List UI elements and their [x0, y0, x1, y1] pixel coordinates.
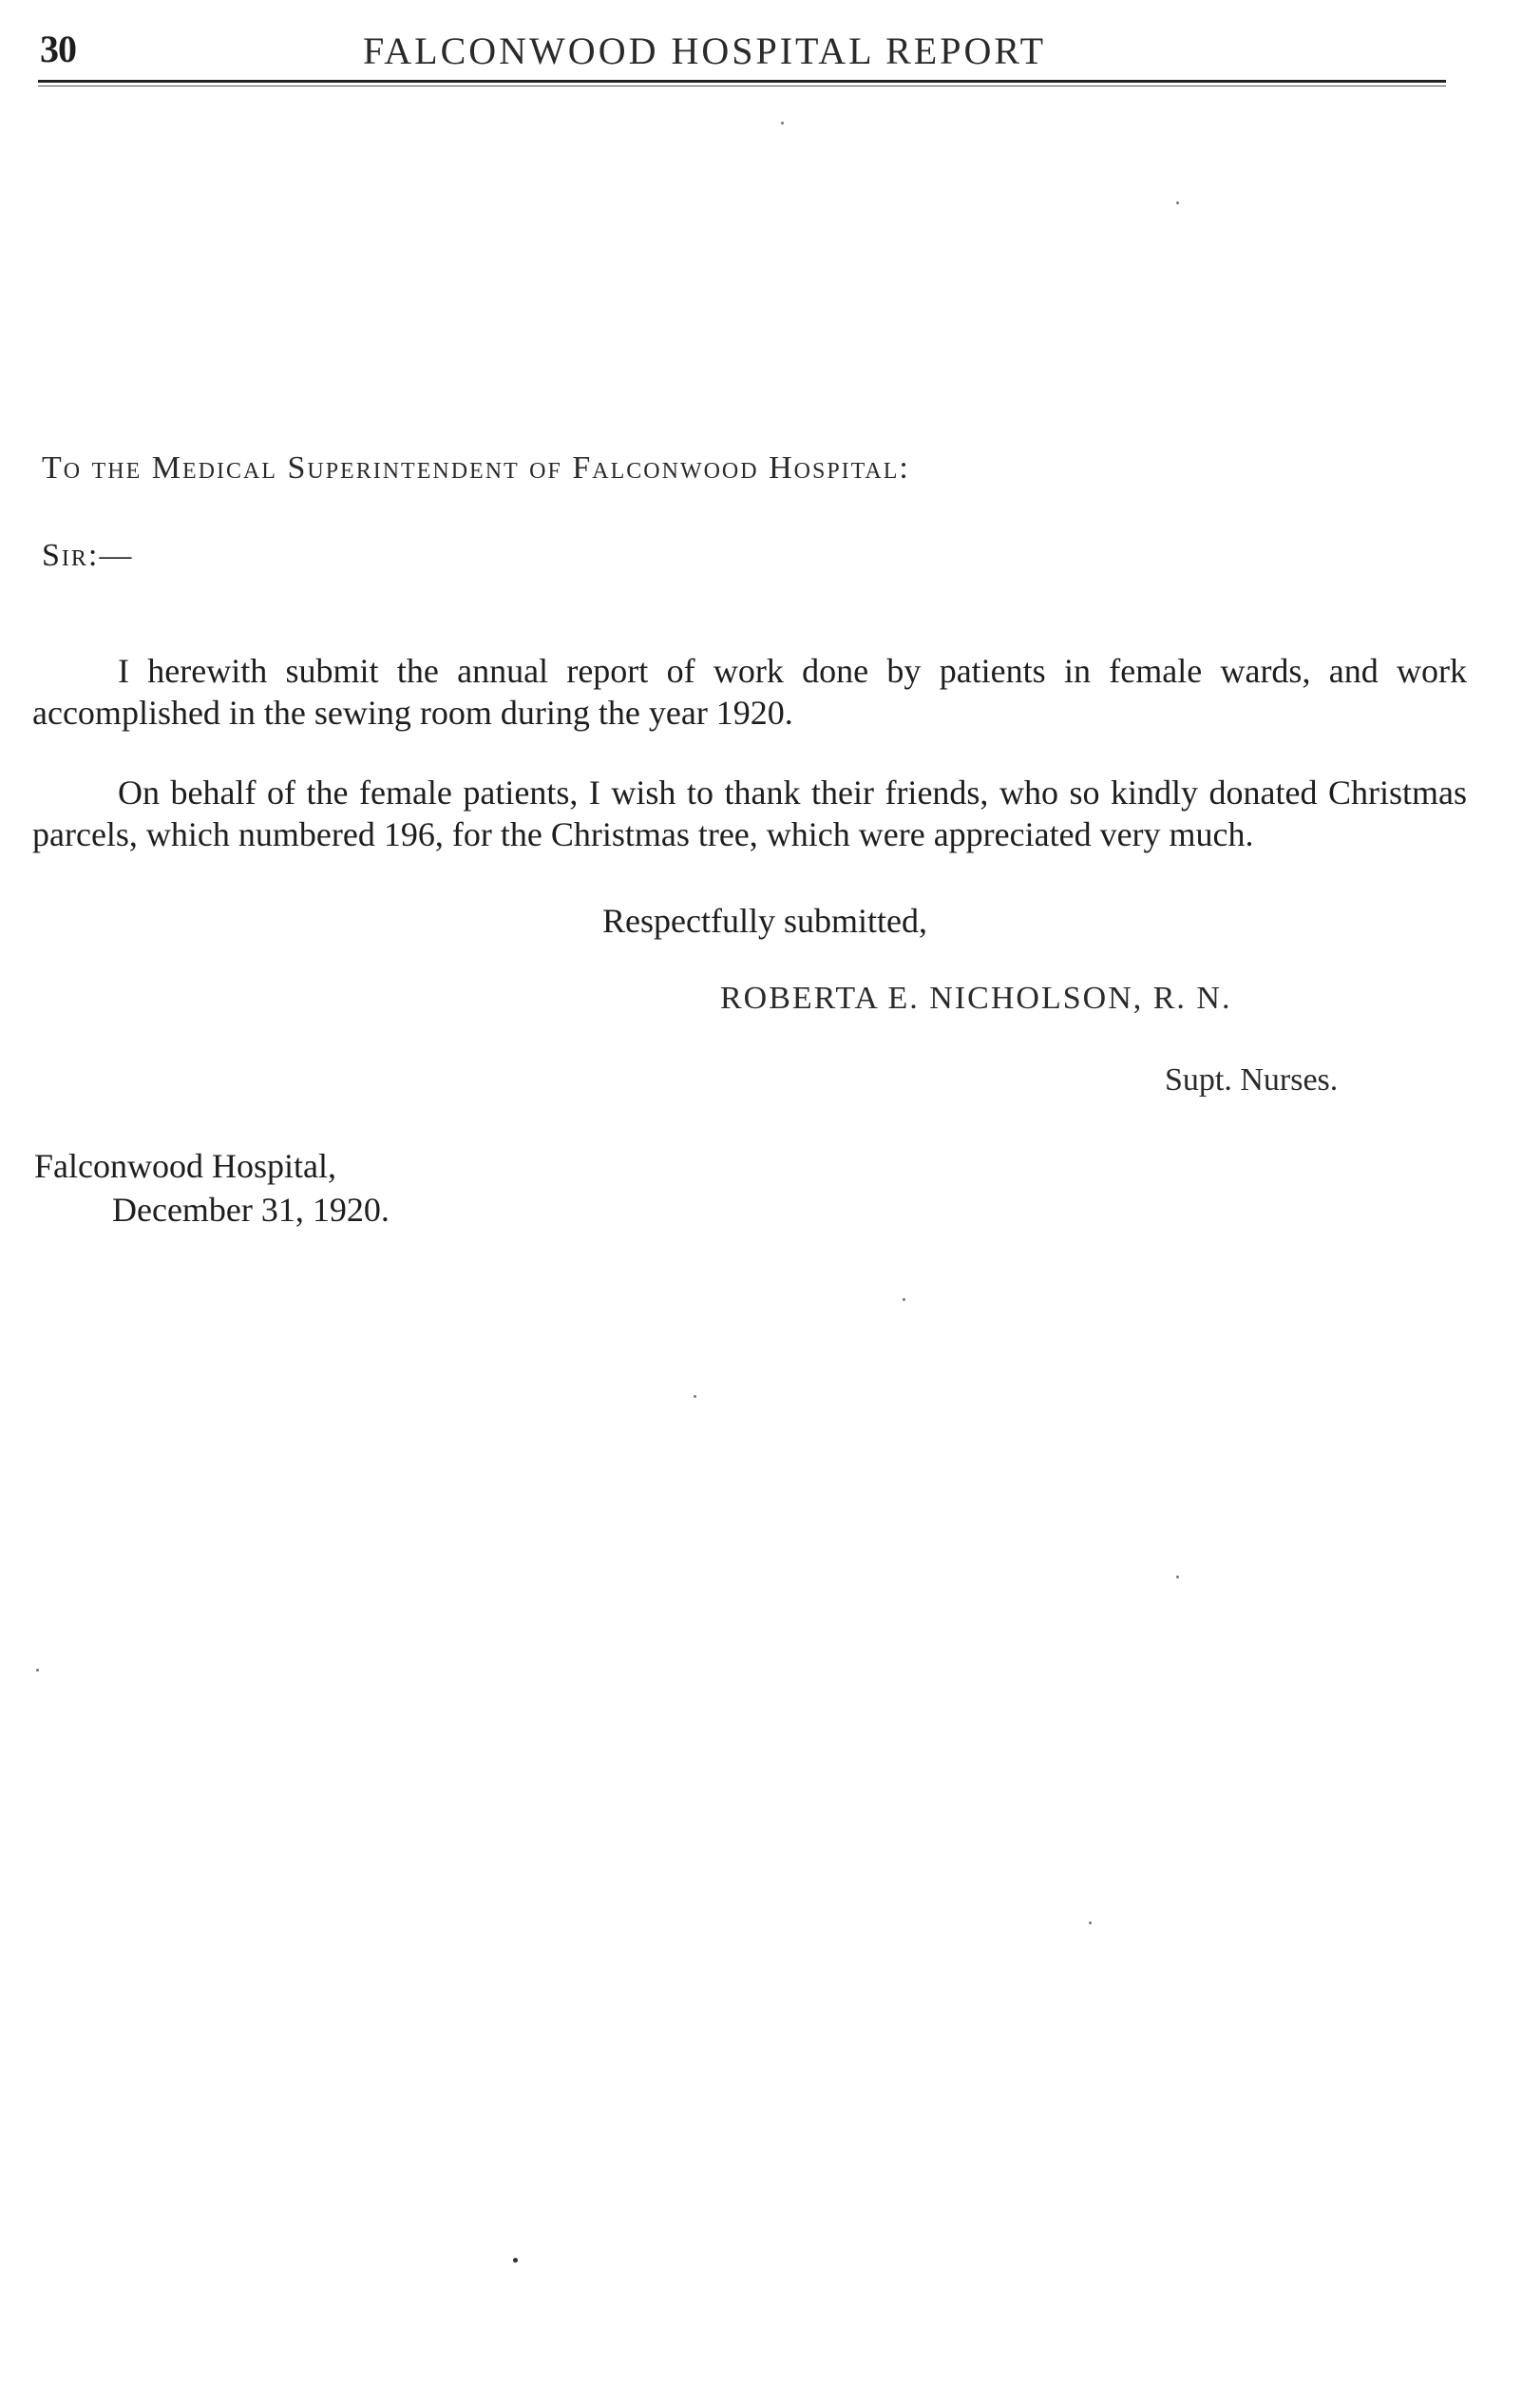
scan-speck — [781, 122, 784, 124]
header-rule — [38, 80, 1446, 83]
letter-paragraph-2: On behalf of the female patients, I wish to thank their friends, who so kindly donated Christmas parcels, which numbered 196, for the Christmas tree, which were appreciated very much. — [32, 774, 1467, 853]
signature-title: Supt. Nurses. — [1165, 1062, 1339, 1098]
letter-date: December 31, 1920. — [112, 1191, 390, 1229]
letter-paragraph-1: I herewith submit the annual report of work done by patients in female wards, and work accomplished in the sewing room during the year 1920. — [32, 652, 1467, 732]
running-title: FALCONWOOD HOSPITAL REPORT — [363, 29, 1047, 72]
scan-speck — [513, 2258, 518, 2263]
letter-salutation: To the Medical Superintendent of Falconwood Hospital: — [42, 450, 910, 486]
scan-speck — [1176, 201, 1179, 204]
scan-speck — [1089, 1921, 1092, 1924]
letter-greeting: Sir:— — [42, 538, 134, 573]
scan-speck — [694, 1395, 696, 1398]
letter-place: Falconwood Hospital, — [34, 1147, 336, 1185]
letter-signature: ROBERTA E. NICHOLSON, R. N. — [720, 981, 1232, 1016]
page-number: 30 — [40, 28, 76, 70]
scan-speck — [1176, 1576, 1179, 1578]
letter-closing: Respectfully submitted, — [602, 902, 927, 940]
scan-speck — [903, 1298, 905, 1301]
scan-speck — [36, 1669, 39, 1672]
page-header — [40, 27, 1444, 80]
